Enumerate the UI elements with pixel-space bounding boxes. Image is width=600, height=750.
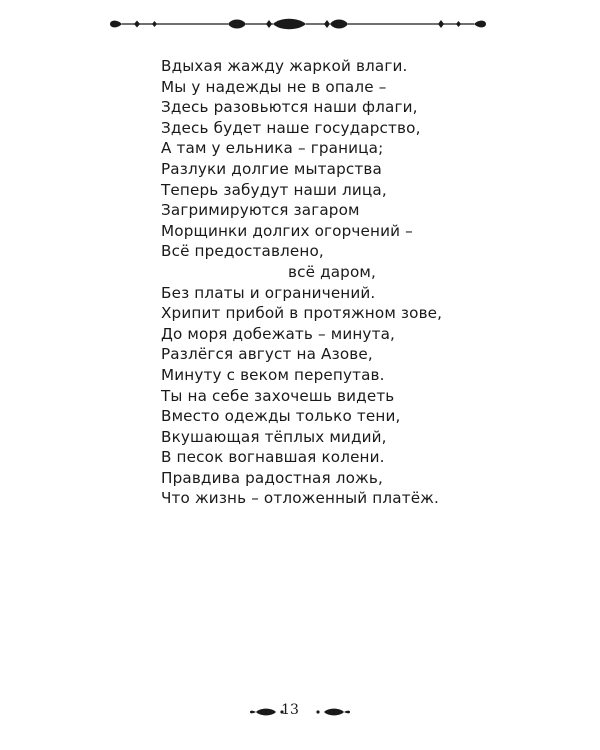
poem-line: Здесь будет наше государство, — [161, 118, 421, 137]
poem-line-indented: всё даром, — [288, 262, 376, 281]
poem-line: Разлёгся август на Азове, — [161, 345, 373, 364]
poem-line: Мы у надежды не в опале – — [161, 77, 387, 96]
poem-line: Вдыхая жажду жаркой влаги. — [161, 57, 408, 75]
poem-line: А там у ельника – граница; — [161, 139, 384, 158]
poem-line: Минуту с веком перепутав. — [161, 365, 385, 384]
page-number: 13 — [281, 702, 299, 718]
poem-line: Ты на себе захочешь видеть — [161, 386, 395, 405]
poem-line: Что жизнь – отложенный платёж. — [161, 489, 439, 508]
poem-line: Вместо одежды только тени, — [161, 407, 401, 426]
poem-line: Здесь разовьются наши флаги, — [161, 98, 418, 117]
poem-line: Всё предоставлено, — [161, 242, 324, 261]
poem-line: Теперь забудут наши лица, — [161, 180, 387, 199]
poem-line: В песок вогнавшая колени. — [161, 448, 385, 467]
poem-line: До моря добежать – минута, — [161, 324, 396, 343]
poem-line: Разлуки долгие мытарства — [161, 159, 382, 178]
poem-line: Правдива радостная ложь, — [161, 468, 383, 487]
poem-line: Морщинки долгих огорчений – — [161, 221, 413, 240]
page-footer — [0, 700, 600, 724]
top-ornament-icon — [108, 14, 488, 34]
poem-body — [161, 56, 491, 509]
poem-line: Загримируются загаром — [161, 201, 360, 220]
poem-line: Без платы и ограничений. — [161, 283, 376, 302]
poem-line: Хрипит прибой в протяжном зове, — [161, 304, 443, 323]
poem-line: Вкушающая тёплых мидий, — [161, 427, 387, 446]
folio-right-ornament-icon — [302, 706, 362, 718]
